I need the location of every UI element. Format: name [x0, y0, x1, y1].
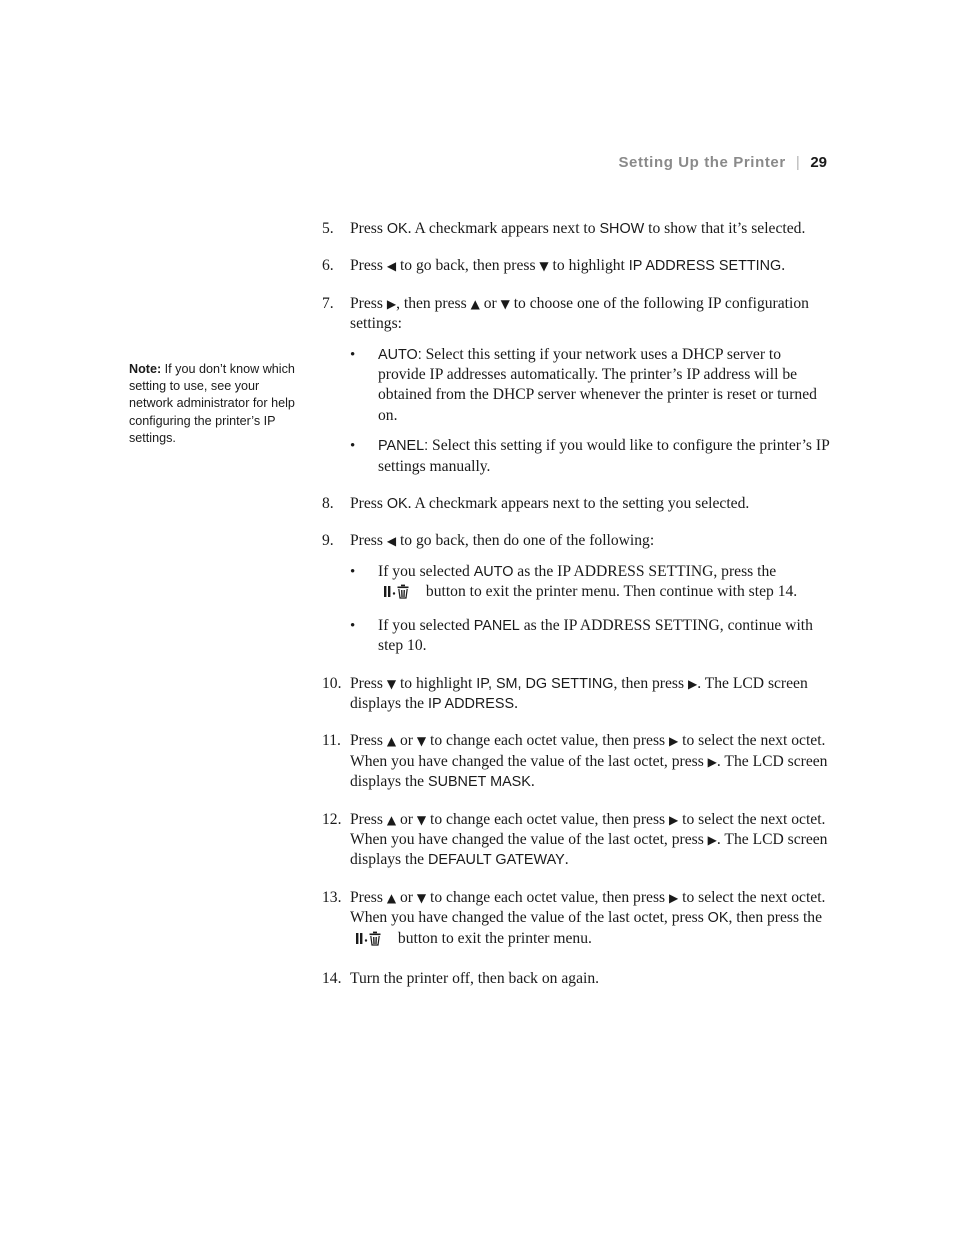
- bullet-text: as the IP ADDRESS SETTING, continue with step 10.: [378, 616, 813, 655]
- step-number: 7.: [322, 294, 334, 312]
- step-5: [322, 219, 832, 239]
- step-text: or: [396, 732, 417, 750]
- pause-cancel-icon: [382, 583, 416, 605]
- bullet-panel: [350, 436, 832, 477]
- panel-label: PANEL:: [378, 438, 429, 455]
- show-label: SHOW: [599, 221, 645, 237]
- step-11: [322, 731, 832, 792]
- ok-button-label: OK: [386, 496, 408, 513]
- step-12: [322, 810, 832, 871]
- bullet-text: If you selected: [378, 616, 474, 634]
- left-arrow-icon: ◀: [386, 534, 397, 549]
- step-text: .: [530, 773, 535, 791]
- ip-address-setting-label: IP ADDRESS SETTING: [628, 258, 782, 275]
- step-text: to go back, then press: [396, 257, 540, 275]
- step-number: 8.: [322, 495, 334, 513]
- ip-address-label: IP ADDRESS: [427, 695, 515, 712]
- bullet-if-panel: [350, 616, 832, 657]
- step-text: Turn the printer off, then back on again.: [350, 969, 600, 987]
- step-text: Press: [350, 532, 387, 550]
- ok-button-label: OK: [386, 221, 408, 237]
- running-header: [618, 154, 827, 171]
- step-10: [322, 674, 832, 715]
- note-label: Note:: [129, 362, 162, 376]
- step-text: , then press the: [728, 909, 823, 927]
- step-13: [322, 888, 832, 952]
- down-arrow-icon: ▼: [386, 676, 397, 691]
- right-arrow-icon: ▶: [707, 832, 717, 847]
- step-text: to choose one of the following IP configuration settings:: [350, 294, 809, 333]
- bullet-dot: •: [350, 563, 356, 580]
- step-number: 5.: [322, 220, 334, 237]
- step-text: . The LCD screen displays the: [350, 752, 828, 791]
- step-text: , then press: [396, 294, 471, 312]
- step-number: 14.: [322, 969, 342, 987]
- step-text: button to exit the printer menu.: [394, 929, 592, 947]
- step-text: Press: [350, 495, 387, 513]
- bullet-text: Select this setting if your network uses a DHCP server to provide IP addresses automatically. The printer’s IP address will be obtained from the DHCP server whenever the printer is reset or turned on.: [378, 345, 817, 424]
- bullet-text: Select this setting if you would like to configure the printer’s IP settings manually.: [378, 437, 830, 475]
- auto-label: AUTO: [473, 563, 514, 580]
- left-arrow-icon: ◀: [386, 259, 397, 274]
- right-arrow-icon: ▶: [707, 754, 717, 769]
- instruction-steps: [322, 219, 832, 989]
- right-arrow-icon: ▶: [669, 890, 679, 905]
- step-text: to highlight: [396, 674, 477, 692]
- bullet-dot: •: [350, 346, 356, 363]
- bullet-auto: [350, 345, 832, 427]
- step-text: to select the next octet. When you have changed the value of the last octet, press: [350, 888, 826, 927]
- up-arrow-icon: ▲: [470, 296, 480, 311]
- step-text: or: [396, 810, 417, 828]
- down-arrow-icon: ▼: [500, 296, 510, 311]
- subnet-mask-label: SUBNET MASK: [427, 774, 531, 791]
- step-text: Press: [350, 674, 387, 692]
- bullet-dot: •: [350, 438, 356, 455]
- step-text: or: [396, 888, 417, 906]
- step-text: to show that it’s selected.: [644, 220, 806, 237]
- page-number: 29: [810, 154, 827, 171]
- note-text: If you don’t know which setting to use, see your network administrator for help configuring the printer’s IP settings.: [129, 362, 295, 445]
- step-number: 12.: [322, 810, 342, 828]
- up-arrow-icon: ▲: [386, 890, 397, 905]
- step-text: to select the next octet. When you have changed the value of the last octet, press: [350, 732, 826, 770]
- panel-label: PANEL: [473, 617, 520, 634]
- step-number: 13.: [322, 888, 342, 906]
- bullet-text: as the IP ADDRESS SETTING, press the: [513, 562, 777, 580]
- step-text: Press: [350, 732, 387, 750]
- step-6: [322, 256, 832, 276]
- auto-label: AUTO:: [378, 346, 422, 363]
- right-arrow-icon: ▶: [386, 296, 397, 311]
- step-text: Press: [350, 220, 387, 237]
- bullet-dot: •: [350, 617, 356, 634]
- margin-note: [129, 361, 301, 447]
- step-text: to change each octet value, then press: [426, 888, 669, 906]
- step-number: 10.: [322, 674, 342, 692]
- down-arrow-icon: ▼: [416, 890, 427, 905]
- ok-button-label: OK: [707, 910, 729, 927]
- step-text: , then press: [613, 674, 688, 692]
- right-arrow-icon: ▶: [669, 812, 679, 827]
- step-text: to change each octet value, then press: [426, 732, 669, 750]
- step-text: . The LCD screen displays the: [350, 830, 828, 869]
- step-number: 11.: [322, 732, 341, 750]
- step-text: . The LCD screen displays the: [350, 674, 808, 712]
- step-text: to highlight: [548, 257, 629, 275]
- step-text: Press: [350, 888, 387, 906]
- step-7: [322, 294, 832, 335]
- header-separator: |: [795, 154, 801, 171]
- step-14: [322, 969, 832, 989]
- right-arrow-icon: ▶: [669, 734, 679, 749]
- default-gateway-label: DEFAULT GATEWAY: [427, 852, 565, 869]
- step-text: to change each octet value, then press: [426, 810, 669, 828]
- step-text: .: [514, 694, 518, 712]
- step-text: . A checkmark appears next to the setting you selected.: [407, 495, 750, 513]
- step-9: [322, 531, 832, 551]
- header-title: Setting Up the Printer: [618, 154, 786, 171]
- step-text: or: [479, 294, 501, 312]
- step-text: Press: [350, 257, 387, 275]
- step-text: Press: [350, 810, 387, 828]
- ip-sm-dg-setting-label: IP, SM, DG SETTING: [476, 675, 614, 692]
- right-arrow-icon: ▶: [687, 676, 698, 691]
- pause-cancel-icon: [354, 930, 388, 952]
- bullet-text: If you selected: [378, 562, 474, 580]
- down-arrow-icon: ▼: [416, 734, 427, 749]
- step-text: Press: [350, 294, 387, 312]
- bullet-if-auto: [350, 562, 832, 606]
- bullet-text: button to exit the printer menu. Then continue with step 14.: [422, 583, 798, 601]
- down-arrow-icon: ▼: [539, 259, 549, 274]
- step-text: .: [564, 851, 569, 869]
- step-text: to select the next octet. When you have changed the value of the last octet, press: [350, 810, 826, 848]
- step-8: [322, 494, 832, 514]
- step-number: 6.: [322, 257, 334, 275]
- up-arrow-icon: ▲: [386, 812, 397, 827]
- step-number: 9.: [322, 532, 334, 550]
- up-arrow-icon: ▲: [386, 734, 397, 749]
- step-text: . A checkmark appears next to: [407, 220, 600, 237]
- step-text: .: [781, 257, 786, 275]
- step-text: to go back, then do one of the following:: [396, 532, 655, 550]
- down-arrow-icon: ▼: [416, 812, 427, 827]
